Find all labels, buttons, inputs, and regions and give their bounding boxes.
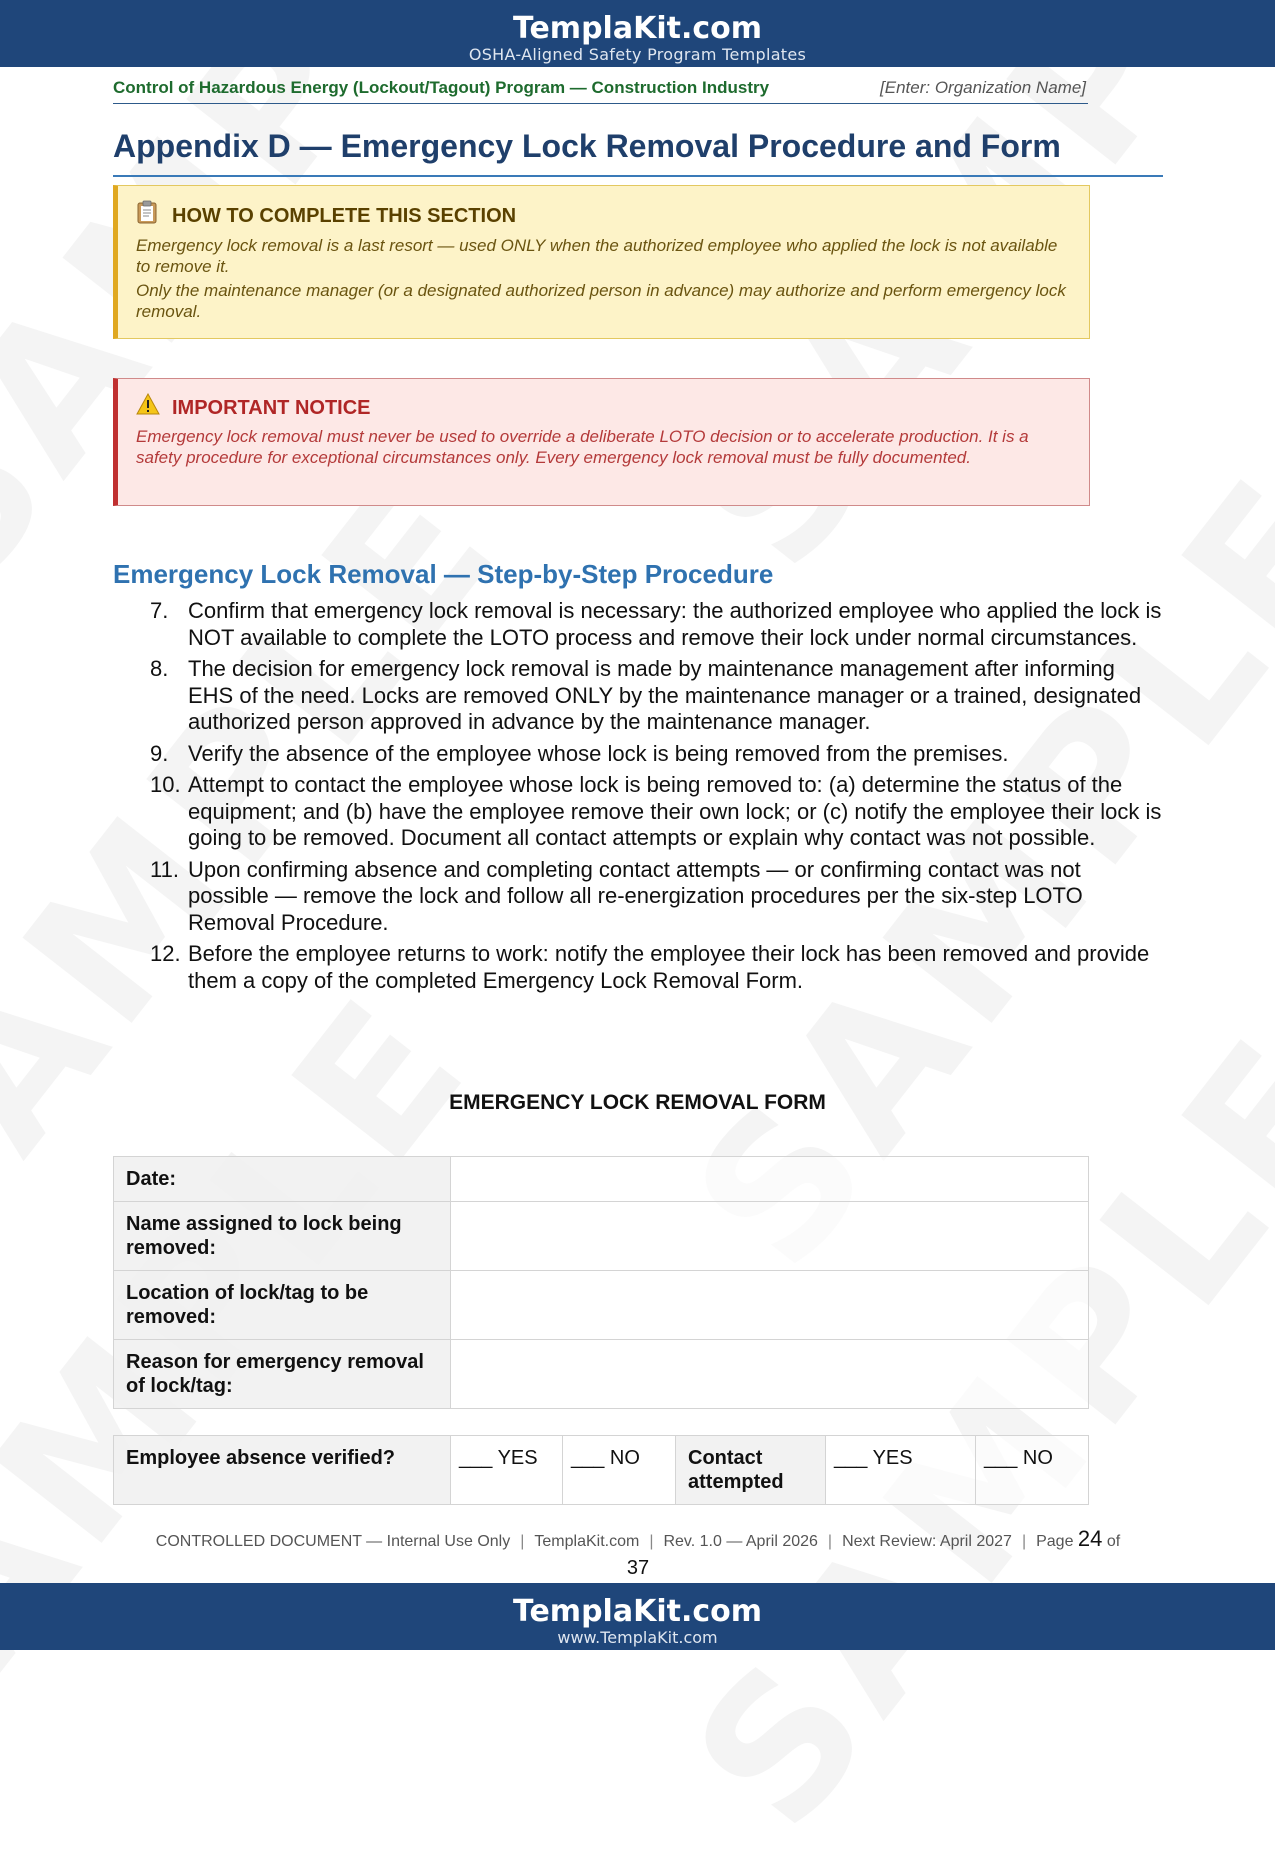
absence-no-option[interactable]: ___ NO (563, 1436, 676, 1505)
notice-text: Emergency lock removal must never be used to override a deliberate LOTO decision or to accelerate production. It is a safety procedure for exceptional circumstances only. Every emergency lock removal must be fully documented. (136, 427, 1029, 467)
page-label: Page (1036, 1533, 1074, 1550)
top-banner (0, 0, 1275, 67)
step-number: 7. (150, 598, 169, 623)
step-number: 9. (150, 740, 169, 766)
form-row-location (114, 1271, 1089, 1340)
warning-icon (136, 393, 162, 422)
total-pages: 37 (626, 1557, 650, 1579)
step-text: Confirm that emergency lock removal is necessary: the authorized employee who applied the lock is NOT available to complete the LOTO process and remove their lock under normal circumstances. (188, 598, 1162, 650)
form-field-label: Date: (114, 1157, 451, 1202)
document-header (113, 77, 1088, 104)
step-number: 12. (150, 941, 181, 966)
footer-site: TemplaKit.com (534, 1533, 640, 1550)
form-row-lock-name (114, 1202, 1089, 1271)
notice-heading-row (136, 393, 1071, 422)
procedure-step (150, 941, 1165, 994)
revision-info: Rev. 1.0 — April 2026 (663, 1533, 818, 1550)
location-input-cell[interactable] (451, 1271, 1089, 1340)
form-title: EMERGENCY LOCK REMOVAL FORM (449, 1091, 826, 1114)
step-number: 8. (150, 656, 169, 681)
procedure-heading: Emergency Lock Removal — Step-by-Step Procedure (113, 559, 774, 589)
how-to-text (136, 235, 1071, 322)
appendix-title: Appendix D — Emergency Lock Removal Procedure and Form (113, 125, 1163, 177)
controlled-document-note: CONTROLLED DOCUMENT — Internal Use Only (155, 1533, 511, 1550)
form-field-label: Location of lock/tag to be removed: (114, 1271, 451, 1340)
step-number: 11. (150, 856, 179, 882)
form-field-label: Reason for emergency removal of lock/tag: (114, 1340, 451, 1409)
clipboard-icon (136, 200, 162, 231)
footer-separator: | (649, 1533, 654, 1550)
procedure-step (150, 598, 1165, 651)
step-text: Upon confirming absence and completing contact attempts — or confirming contact was not possible — remove the lock and follow all re-energization procedures per the six-step LOTO Removal Procedure. (188, 856, 1083, 935)
procedure-steps (150, 598, 1165, 999)
step-text: Verify the absence of the employee whose lock is being removed from the premises. (188, 740, 1009, 766)
page-footer (113, 1526, 1163, 1583)
step-text: The decision for emergency lock removal is made by maintenance management after informing EHS of the need. Locks are removed ONLY by the maintenance manager or a trained, designated authorized person approved in advance by the maintenance manager. (188, 656, 1142, 734)
of-label: of (1106, 1533, 1121, 1550)
website-url[interactable]: www.TemplaKit.com (557, 1628, 718, 1647)
procedure-step (150, 741, 1165, 768)
next-review-info: Next Review: April 2027 (842, 1533, 1012, 1550)
footer-separator: | (520, 1533, 525, 1550)
how-to-line: Only the maintenance manager (or a designated authorized person in advance) may authorize and perform emergency lock removal. (136, 281, 1066, 321)
absence-yes-option[interactable]: ___ YES (451, 1436, 563, 1505)
brand-tagline: OSHA-Aligned Safety Program Templates (468, 45, 807, 64)
organization-name-placeholder: [Enter: Organization Name] (880, 78, 1086, 97)
how-to-line: Emergency lock removal is a last resort — used ONLY when the authorized employee who applied the lock is not available to remove it. (136, 236, 1058, 276)
footer-separator: | (827, 1533, 833, 1550)
brand-logo-text: TemplaKit.com (512, 1594, 762, 1629)
date-input-cell[interactable] (451, 1157, 1089, 1202)
absence-verified-label: Employee absence verified? (114, 1436, 451, 1505)
sample-watermark (653, 994, 1275, 1867)
verification-row (114, 1436, 1089, 1505)
program-title: Control of Hazardous Energy (Lockout/Tagout) Program — Construction Industry (113, 78, 770, 97)
step-text: Before the employee returns to work: notify the employee their lock has been removed and provide them a copy of the completed Emergency Lock Removal Form. (188, 941, 1150, 993)
form-row-reason (114, 1340, 1089, 1409)
reason-input-cell[interactable] (451, 1340, 1089, 1409)
contact-no-option[interactable]: ___ NO (976, 1436, 1089, 1505)
procedure-step (150, 772, 1165, 852)
step-text: Attempt to contact the employee whose lock is being removed to: (a) determine the status of the equipment; and (b) have the employee remove their own lock; or (c) notify the employee their lock is going to be removed. Document all contact attempts or explain why contact was not possible. (188, 772, 1162, 850)
step-number: 10. (150, 772, 181, 797)
bottom-banner (0, 1583, 1275, 1650)
how-to-callout (113, 185, 1090, 339)
important-notice-callout (113, 378, 1090, 506)
notice-heading: IMPORTANT NOTICE (172, 396, 371, 419)
how-to-heading: HOW TO COMPLETE THIS SECTION (172, 204, 517, 227)
form-field-label: Name assigned to lock being removed: (114, 1202, 451, 1271)
emergency-removal-form-table (113, 1156, 1089, 1409)
form-row-date (114, 1157, 1089, 1202)
contact-attempted-label: Contact attempted (676, 1436, 826, 1505)
procedure-step (150, 857, 1165, 937)
contact-yes-option[interactable]: ___ YES (826, 1436, 976, 1505)
page-number: 24 (1077, 1526, 1103, 1551)
lock-name-input-cell[interactable] (451, 1202, 1089, 1271)
verification-table (113, 1435, 1089, 1505)
brand-logo-text: TemplaKit.com (512, 11, 762, 46)
procedure-step (150, 656, 1165, 736)
how-to-heading-row (136, 200, 1071, 231)
footer-separator: | (1021, 1533, 1027, 1550)
